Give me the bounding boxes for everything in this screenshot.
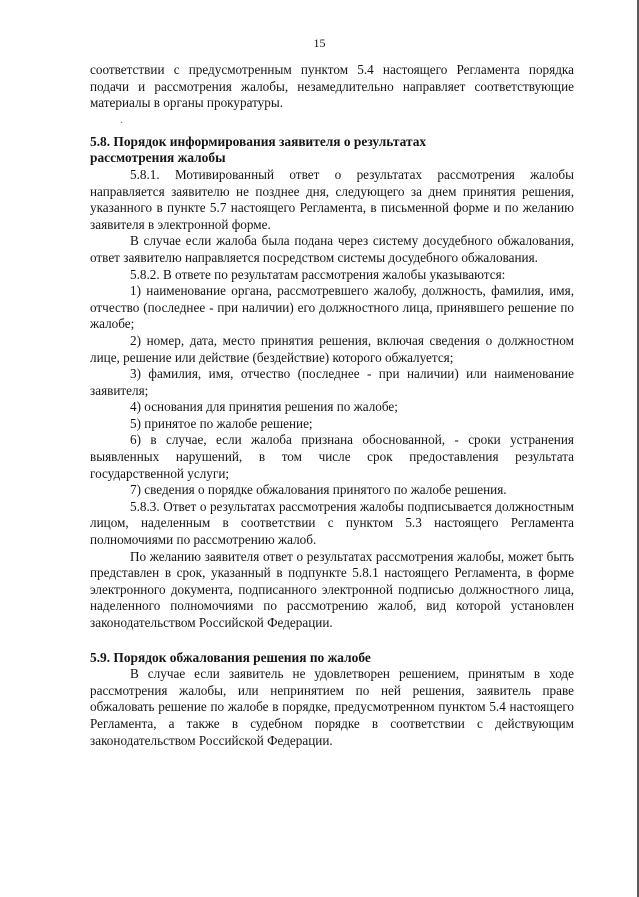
list-item-2: 2) номер, дата, место принятия решения, включая сведения о должностном лице, решение или действие (бездействие) которого обжалуется; — [90, 332, 574, 365]
section-heading-5-9: 5.9. Порядок обжалования решения по жалобе — [90, 649, 371, 665]
list-item-1: 1) наименование органа, рассмотревшего жалобу, должность, фамилия, имя, отчество (последнее - при наличии) его должностного лица, принявшего решение по жалобе; — [90, 283, 574, 332]
paragraph-5-8-3: 5.8.3. Ответ о результатах рассмотрения жалобы подписывается должностным лицом, наделенным в соответствии с пунктом 5.3 настоящего Регламента полномочиями по рассмотрению жалоб. — [90, 498, 574, 548]
list-item-3: 3) фамилия, имя, отчество (последнее - при наличии) или наименование заявителя; — [90, 366, 574, 398]
paragraph-5-8-2: 5.8.2. В ответе по результатам рассмотрения жалобы указываются: — [130, 266, 506, 282]
list-item-5: 5) принятое по жалобе решение; — [130, 415, 313, 431]
scan-speck: · — [120, 118, 124, 129]
spacer — [90, 632, 574, 650]
paragraph-desire: По желанию заявителя ответ о результатах рассмотрения жалобы, может быть представлен в срок, указанный в подпункте 5.8.1 настоящего Регламента, в форме электронного документа, подписанного электронной подписью должностного лица, наделенного полномочиями по рассмотрению жалоб, вид которой установлен законодательством Российской Федерации. — [90, 548, 574, 630]
paragraph-5-9: В случае если заявитель не удовлетворен решением, принятым в ходе рассмотрения жалобы, или непринятием по ней решения, заявитель праве обжаловать решение по жалобе в порядке, предусмотренном пунктом 5.4 настоящего Регламента, а также в судебном порядке в соответствии с действующим законодательством Российской Федерации. — [90, 666, 574, 748]
intro-paragraph: соответствии с предусмотренным пунктом 5.4 настоящего Регламента порядка подачи и рассмотрения жалобы, незамедлительно направляет соответствующие материалы в органы прокуратуры. — [90, 62, 574, 111]
document-body — [90, 62, 574, 749]
list-item-4: 4) основания для принятия решения по жалобе; — [130, 399, 398, 415]
spacer — [90, 112, 574, 134]
section-heading-5-8-line2: рассмотрения жалобы — [90, 150, 226, 166]
paragraph-5-8-1: 5.8.1. Мотивированный ответ о результатах рассмотрения жалобы направляется заявителю не позднее дня, следующего за днем принятия решения, указанного в пункте 5.7 настоящего Регламента, в письменной форме и по желанию заявителя в электронной форме. — [90, 166, 574, 232]
section-heading-5-8-line1: 5.8. Порядок информирования заявителя о результатах — [90, 133, 427, 149]
list-item-6: 6) в случае, если жалоба признана обоснованной, - сроки устранения выявленных нарушений, в том числе срок предоставления результата государственной услуги; — [90, 432, 574, 481]
list-item-7: 7) сведения о порядке обжалования принятого по жалобе решения. — [130, 482, 507, 498]
page-number: 15 — [313, 36, 326, 50]
paragraph-system: В случае если жалоба была подана через систему досудебного обжалования, ответ заявителю направляется посредством системы досудебного обжалования. — [90, 233, 574, 265]
